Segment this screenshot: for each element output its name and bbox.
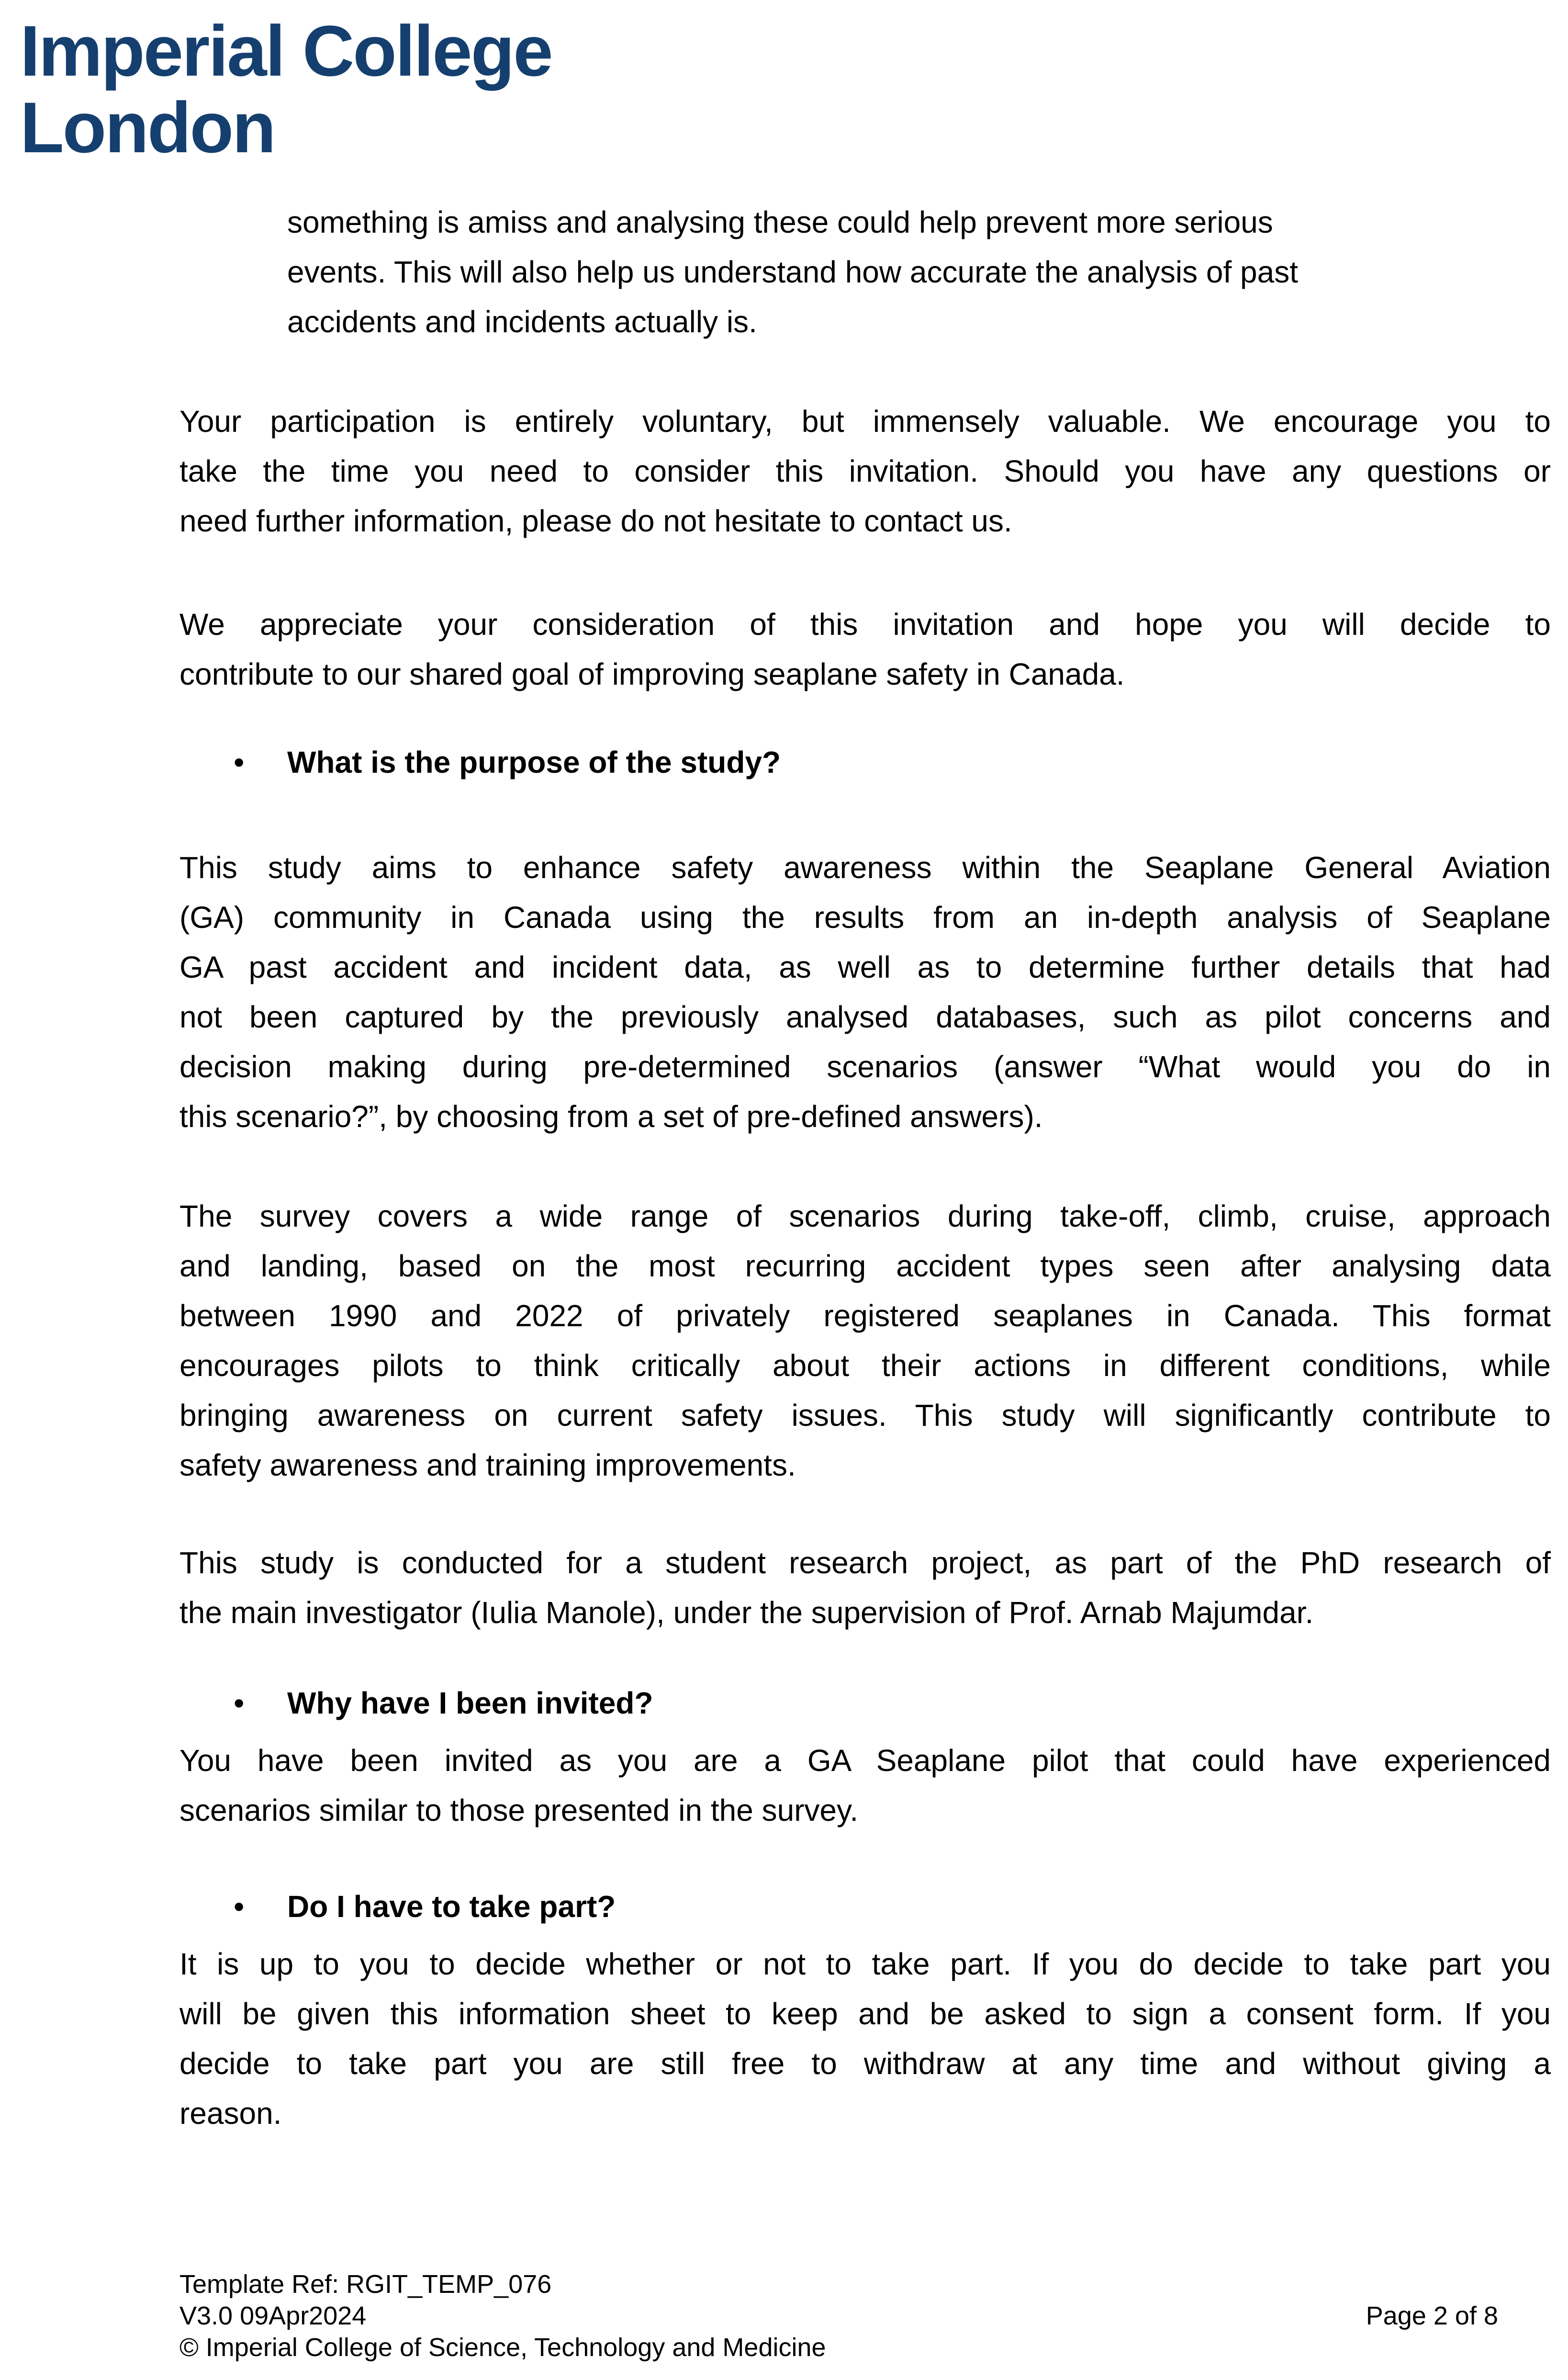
paragraph-invitation-reason — [179, 1736, 1551, 1835]
footer-template-ref: Template Ref: RGIT_TEMP_076 — [179, 2270, 552, 2299]
bullet-heading: What is the purpose of the study? — [287, 745, 781, 779]
text-line: and landing, based on the most recurring accident types seen after analysing data — [179, 1249, 1551, 1283]
text-line: This study aims to enhance safety awareness within the Seaplane General Aviation — [179, 850, 1551, 885]
bullet-item-invited — [234, 1678, 1551, 1728]
bullet-heading: Do I have to take part? — [287, 1889, 616, 1924]
text-line: take the time you need to consider this invitation. Should you have any questions or — [179, 454, 1551, 488]
text-line: It is up to you to decide whether or not to take part. If you do decide to take part you — [179, 1947, 1551, 1981]
bullet-heading: Why have I been invited? — [287, 1686, 653, 1720]
logo-line-1: Imperial College — [20, 11, 552, 91]
text-line: bringing awareness on current safety issues. This study will significantly contribute to — [179, 1398, 1551, 1433]
text-line: accidents and incidents actually is. — [287, 305, 757, 339]
text-line: (GA) community in Canada using the results from an in-depth analysis of Seaplane — [179, 900, 1551, 935]
paragraph-continuation — [287, 197, 1512, 347]
bullet-icon: • — [234, 1889, 245, 1924]
footer-copyright: © Imperial College of Science, Technology and Medicine — [179, 2333, 826, 2362]
text-line: need further information, please do not hesitate to contact us. — [179, 504, 1012, 538]
text-line: reason. — [179, 2096, 282, 2131]
text-line: something is amiss and analysing these could help prevent more serious — [287, 205, 1273, 239]
text-line: GA past accident and incident data, as well as to determine further details that had — [179, 950, 1551, 984]
paragraph-appreciation — [179, 599, 1551, 699]
text-line: between 1990 and 2022 of privately registered seaplanes in Canada. This format — [179, 1298, 1551, 1333]
bullet-icon: • — [234, 745, 245, 779]
text-line: will be given this information sheet to keep and be asked to sign a consent form. If you — [179, 1996, 1551, 2031]
text-line: encourages pilots to think critically about their actions in different conditions, while — [179, 1348, 1551, 1383]
text-line: scenarios similar to those presented in the survey. — [179, 1793, 859, 1827]
text-line: We appreciate your consideration of this invitation and hope you will decide to — [179, 607, 1551, 642]
text-line: not been captured by the previously analysed databases, such as pilot concerns and — [179, 1000, 1551, 1034]
bullet-item-take-part — [234, 1882, 1551, 1931]
text-line: You have been invited as you are a GA Seaplane pilot that could have experienced — [179, 1743, 1551, 1778]
footer-page-number: Page 2 of 8 — [1366, 2301, 1498, 2330]
text-line: decide to take part you are still free to withdraw at any time and without giving a — [179, 2046, 1551, 2081]
text-line: decision making during pre-determined scenarios (answer “What would you do in — [179, 1049, 1551, 1084]
paragraph-phd-research — [179, 1538, 1551, 1637]
paragraph-participation — [179, 396, 1551, 546]
paragraph-study-aims — [179, 843, 1551, 1141]
bullet-icon: • — [234, 1686, 245, 1720]
text-line: The survey covers a wide range of scenarios during take-off, climb, cruise, approach — [179, 1199, 1551, 1233]
footer-version: V3.0 09Apr2024 — [179, 2301, 367, 2330]
paragraph-survey-coverage — [179, 1191, 1551, 1490]
bullet-item-purpose — [234, 737, 1551, 787]
text-line: this scenario?”, by choosing from a set of pre-defined answers). — [179, 1099, 1043, 1134]
logo-line-2: London — [20, 87, 275, 168]
text-line: contribute to our shared goal of improving seaplane safety in Canada. — [179, 657, 1125, 691]
text-line: the main investigator (Iulia Manole), under the supervision of Prof. Arnab Majumdar. — [179, 1595, 1314, 1630]
text-line: events. This will also help us understand how accurate the analysis of past — [287, 255, 1298, 289]
imperial-college-logo — [20, 12, 552, 166]
text-line: Your participation is entirely voluntary, but immensely valuable. We encourage you to — [179, 404, 1551, 439]
paragraph-voluntary-decision — [179, 1939, 1551, 2138]
text-line: This study is conducted for a student research project, as part of the PhD research of — [179, 1545, 1551, 1580]
text-line: safety awareness and training improvements. — [179, 1448, 796, 1482]
